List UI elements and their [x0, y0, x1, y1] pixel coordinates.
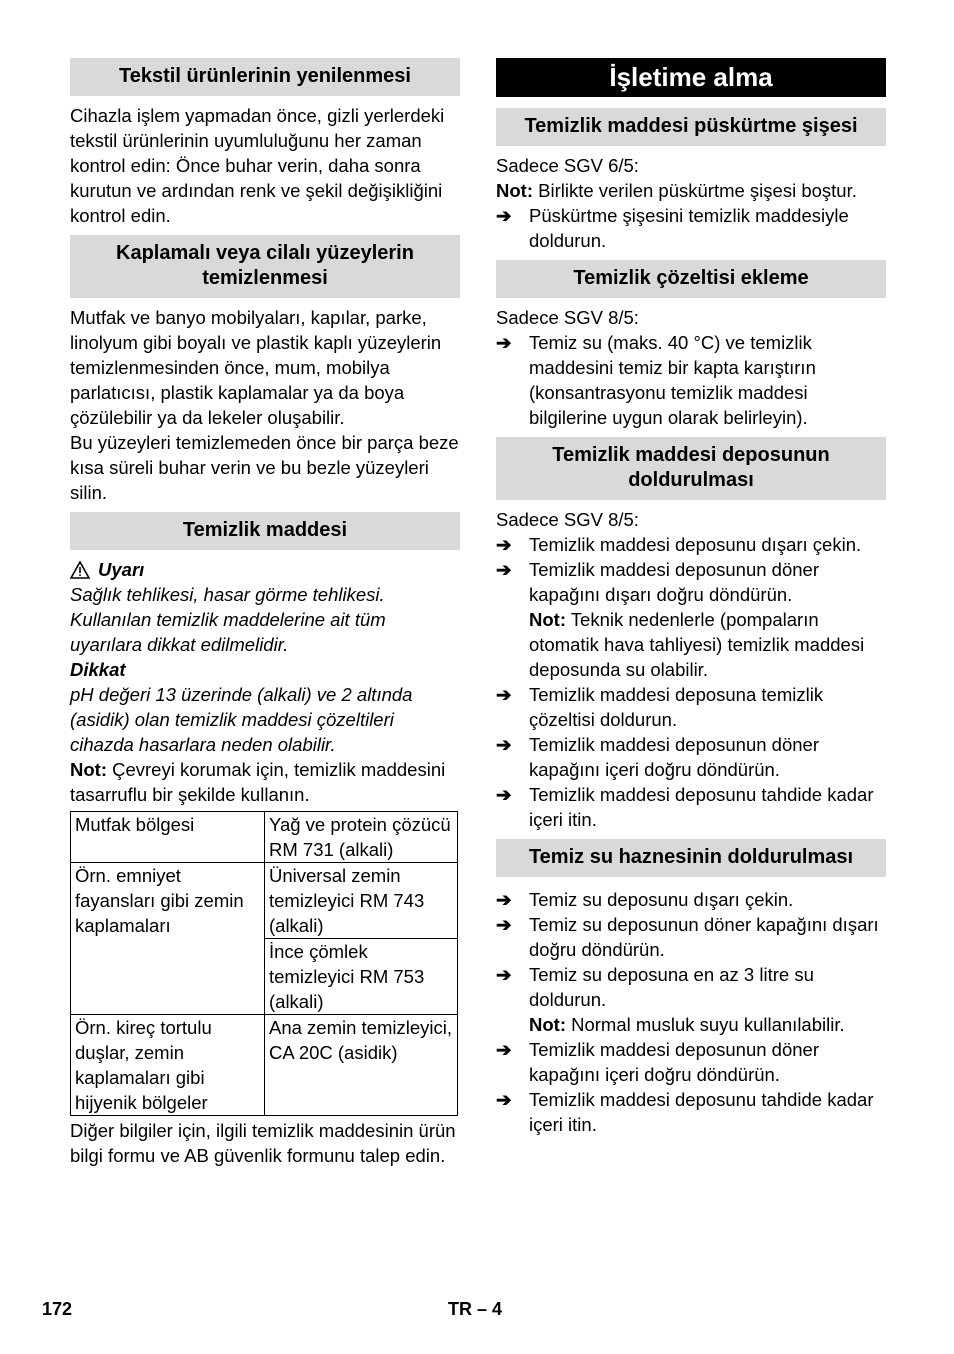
- table-cell: Örn. emniyet fayansları gibi zemin kaplamaları: [71, 863, 265, 1015]
- step-text: Temizlik maddesi deposuna temizlik çözeltisi doldurun.: [529, 684, 824, 730]
- arrow-icon: ➔: [496, 889, 512, 910]
- warning-triangle-icon: [70, 561, 90, 579]
- list-item: [496, 557, 886, 682]
- warning-text: Sağlık tehlikesi, hasar görme tehlikesi. Kullanılan temizlik maddelerine ait tüm uyarılara dikkat edilmelidir.: [70, 584, 386, 655]
- arrow-icon: ➔: [496, 534, 512, 555]
- arrow-icon: ➔: [496, 559, 512, 580]
- only-model-sgv85: Sadece SGV 8/5:: [496, 509, 639, 530]
- step-text: Temizlik maddesi deposunu tahdide kadar içeri itin.: [529, 1089, 874, 1135]
- note-label: Not:: [529, 609, 566, 630]
- more-info-text: Diğer bilgiler için, ilgili temizlik maddesinin ürün bilgi formu ve AB güvenlik formunu talep edin.: [70, 1120, 456, 1166]
- arrow-icon: ➔: [496, 332, 512, 353]
- arrow-icon: ➔: [496, 205, 512, 226]
- list-item: [496, 912, 886, 962]
- heading-add-solution: Temizlik çözeltisi ekleme: [496, 260, 886, 298]
- coated-surfaces-text-2: Bu yüzeyleri temizlemeden önce bir parça beze kısa süreli buhar verin ve bu bezle yüzeyleri silin.: [70, 432, 459, 503]
- arrow-icon: ➔: [496, 1039, 512, 1060]
- arrow-icon: ➔: [496, 684, 512, 705]
- table-cell: İnce çömlek temizleyici RM 753 (alkali): [265, 939, 458, 1015]
- fresh-water-steps: [496, 887, 886, 1137]
- step-text: Temiz su deposuna en az 3 litre su doldurun.: [529, 964, 814, 1010]
- note-text: Normal musluk suyu kullanılabilir.: [565, 1014, 845, 1035]
- table-row: [71, 812, 458, 863]
- only-model-sgv65: Sadece SGV 6/5:: [496, 155, 639, 176]
- arrow-icon: ➔: [496, 964, 512, 985]
- step-text: Temizlik maddesi deposunun döner kapağını içeri doğru döndürün.: [529, 1039, 820, 1085]
- warning-label: Uyarı: [98, 559, 145, 580]
- detergent-tank-steps: [496, 532, 886, 832]
- table-cell: Yağ ve protein çözücü RM 731 (alkali): [265, 812, 458, 863]
- warning-title: [70, 557, 460, 582]
- caution-text: pH değeri 13 üzerinde (alkali) ve 2 altında (asidik) olan temizlik maddesi çözeltileri cihazda hasarlara neden olabilir.: [70, 684, 413, 755]
- note-text: Birlikte verilen püskürtme şişesi boştur.: [532, 180, 857, 201]
- arrow-icon: ➔: [496, 734, 512, 755]
- caution-label: Dikkat: [70, 659, 126, 680]
- page-number: 172: [42, 1299, 73, 1319]
- step-text: Püskürtme şişesini temizlik maddesiyle doldurun.: [529, 205, 849, 251]
- heading-coated-surfaces: Kaplamalı veya cilalı yüzeylerin temizlenmesi: [70, 235, 460, 298]
- step-text: Temizlik maddesi deposunun döner kapağını içeri doğru döndürün.: [529, 734, 820, 780]
- textile-refresh-text: Cihazla işlem yapmadan önce, gizli yerlerdeki tekstil ürünlerinin uyumluluğunu her zaman kontrol edin: Önce buhar verin, daha sonra kurutun ve ardından renk ve şekil değişikliğini kontrol edin.: [70, 105, 445, 226]
- note-label: Not:: [529, 1014, 566, 1035]
- list-item: [496, 203, 886, 253]
- note-detergent: [70, 757, 460, 807]
- heading-textile-refresh: Tekstil ürünlerinin yenilenmesi: [70, 58, 460, 96]
- table-cell: Üniversal zemin temizleyici RM 743 (alkali): [265, 863, 458, 939]
- solution-steps: [496, 330, 886, 430]
- step-text: Temiz su deposunu dışarı çekin.: [529, 889, 794, 910]
- coated-surfaces-text-1: Mutfak ve banyo mobilyaları, kapılar, parke, linolyum gibi boyalı ve plastik kaplı yüzeylerin temizlenmesinden önce, mum, mobilya parlatıcısı, plastik kaplamalar ya da boya çözülebilir ya da lekeler oluşabilir.: [70, 307, 442, 428]
- list-item: [496, 962, 886, 1037]
- right-column: [496, 58, 886, 1144]
- left-column: [70, 58, 460, 1175]
- arrow-icon: ➔: [496, 914, 512, 935]
- note-text: Teknik nedenlerle (pompaların otomatik hava tahliyesi) temizlik maddesi deposunda su olabilir.: [529, 609, 865, 680]
- note-label: Not:: [496, 180, 533, 201]
- note-text: Çevreyi korumak için, temizlik maddesini tasarruflu bir şekilde kullanın.: [70, 759, 446, 805]
- note-spray-bottle: [496, 178, 886, 203]
- spray-steps: [496, 203, 886, 253]
- arrow-icon: ➔: [496, 1089, 512, 1110]
- table-cell: Ana zemin temizleyici, CA 20C (asidik): [265, 1015, 458, 1116]
- table-cell: Mutfak bölgesi: [71, 812, 265, 863]
- list-item: [496, 682, 886, 732]
- only-model-sgv85: Sadece SGV 8/5:: [496, 307, 639, 328]
- table-cell: Örn. kireç tortulu duşlar, zemin kaplamaları gibi hijyenik bölgeler: [71, 1015, 265, 1116]
- list-item: [496, 782, 886, 832]
- step-text: Temiz su deposunun döner kapağını dışarı doğru döndürün.: [529, 914, 879, 960]
- heading-spray-bottle: Temizlik maddesi püskürtme şişesi: [496, 108, 886, 146]
- arrow-icon: ➔: [496, 784, 512, 805]
- step-text: Temizlik maddesi deposunu dışarı çekin.: [529, 534, 862, 555]
- step-text: Temiz su (maks. 40 °C) ve temizlik maddesini temiz bir kapta karıştırın (konsantrasyonu temizlik maddesi bilgilerine uygun olarak belirleyin).: [529, 332, 816, 428]
- step-text: Temizlik maddesi deposunu tahdide kadar içeri itin.: [529, 784, 874, 830]
- note-label: Not:: [70, 759, 107, 780]
- list-item: [496, 532, 886, 557]
- list-item: [496, 732, 886, 782]
- heading-fill-detergent-tank: Temizlik maddesi deposunun doldurulması: [496, 437, 886, 500]
- detergent-table: [70, 811, 458, 1116]
- list-item: [496, 330, 886, 430]
- list-item: [496, 1037, 886, 1087]
- table-row: [71, 1015, 458, 1116]
- language-page-indicator: TR – 4: [448, 1299, 503, 1319]
- list-item: [496, 1087, 886, 1137]
- step-text: Temizlik maddesi deposunun döner kapağını dışarı doğru döndürün.: [529, 559, 820, 605]
- heading-detergent: Temizlik maddesi: [70, 512, 460, 550]
- table-row: [71, 863, 458, 939]
- main-title: İşletime alma: [496, 58, 886, 97]
- list-item: [496, 887, 886, 912]
- heading-fill-fresh-water: Temiz su haznesinin doldurulması: [496, 839, 886, 877]
